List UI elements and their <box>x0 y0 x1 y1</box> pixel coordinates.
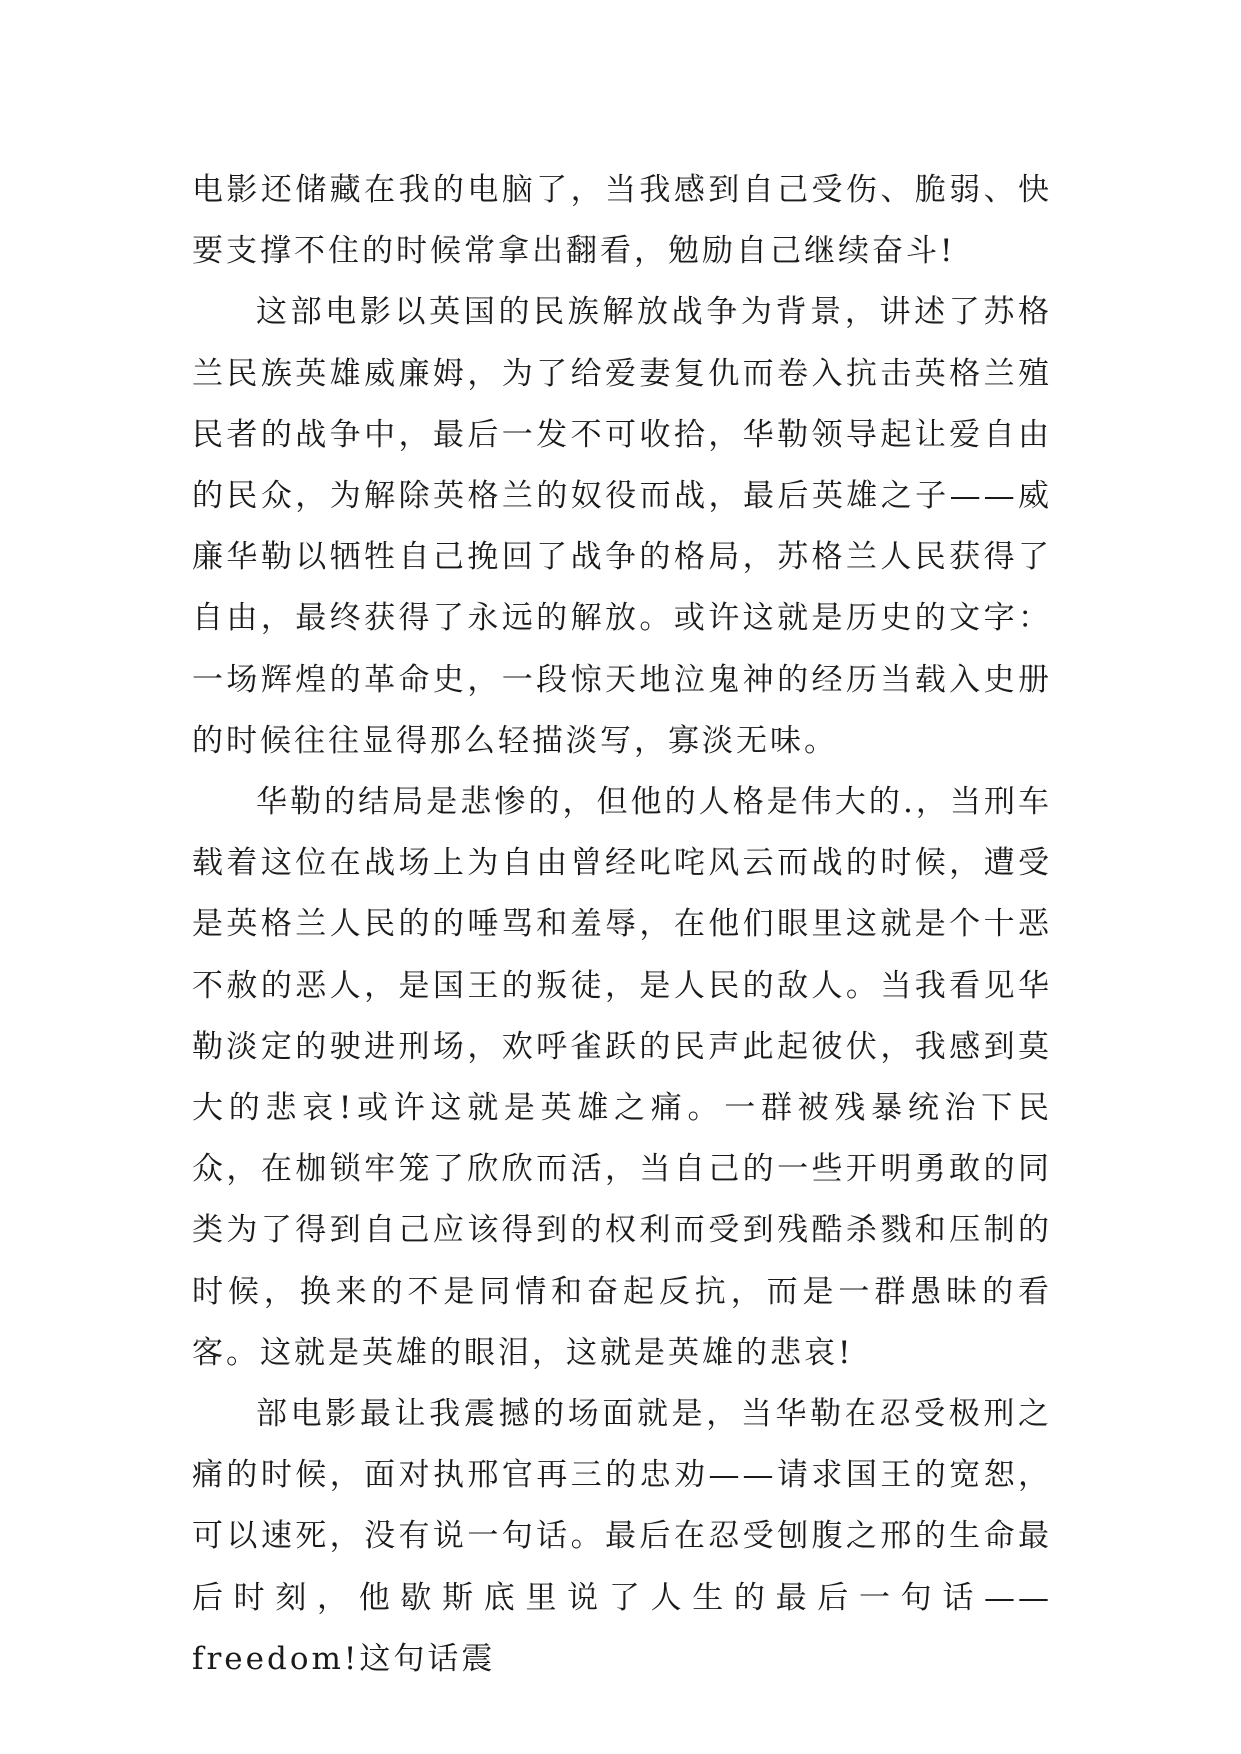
paragraph-4: 部电影最让我震撼的场面就是，当华勒在忍受极刑之痛的时候，面对执邢官再三的忠劝——请求国王的宽恕，可以速死，没有说一句话。最后在忍受刨腹之邢的生命最后时刻，他歇斯底里说了人生的最后一句话——freedom!这句话震 <box>192 1396 1052 1677</box>
document-body <box>192 160 1052 1690</box>
paragraph-1: 电影还储藏在我的电脑了，当我感到自己受伤、脆弱、快要支撑不住的时候常拿出翻看，勉励自己继续奋斗! <box>192 172 1052 270</box>
paragraph-3: 华勒的结局是悲惨的，但他的人格是伟大的.，当刑车载着这位在战场上为自由曾经叱咤风云而战的时候，遭受是英格兰人民的的唾骂和羞辱，在他们眼里这就是个十恶不赦的恶人，是国王的叛徒，是人民的敌人。当我看见华勒淡定的驶进刑场，欢呼雀跃的民声此起彼伏，我感到莫大的悲哀!或许这就是英雄之痛。一群被残暴统治下民众，在枷锁牢笼了欣欣而活，当自己的一些开明勇敢的同类为了得到自己应该得到的权利而受到残酷杀戮和压制的时候，换来的不是同情和奋起反抗，而是一群愚昧的看客。这就是英雄的眼泪，这就是英雄的悲哀! <box>192 784 1052 1371</box>
paragraph-2: 这部电影以英国的民族解放战争为背景，讲述了苏格兰民族英雄威廉姆，为了给爱妻复仇而卷入抗击英格兰殖民者的战争中，最后一发不可收拾，华勒领导起让爱自由的民众，为解除英格兰的奴役而战，最后英雄之子——威廉华勒以牺牲自己挽回了战争的格局，苏格兰人民获得了自由，最终获得了永远的解放。或许这就是历史的文字：一场辉煌的革命史，一段惊天地泣鬼神的经历当载入史册的时候往往显得那么轻描淡写，寡淡无味。 <box>192 294 1052 759</box>
